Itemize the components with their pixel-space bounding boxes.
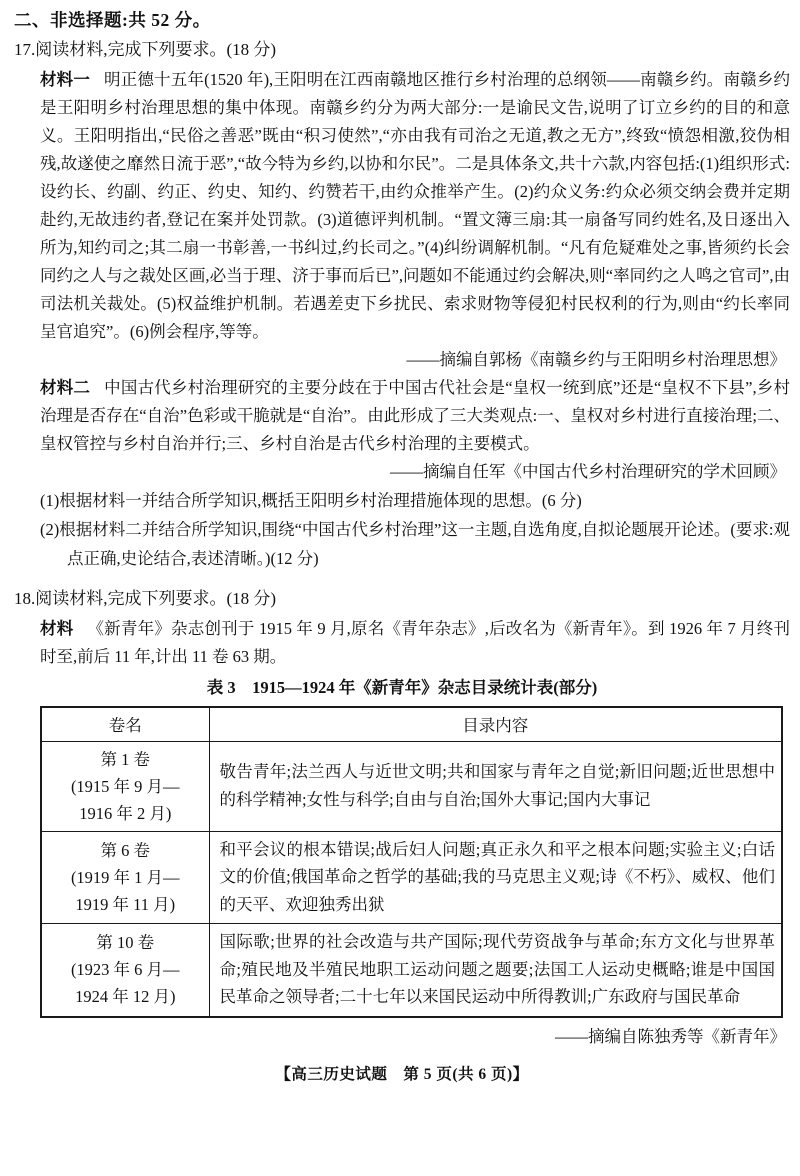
table-row-volume-10: [41, 924, 782, 1017]
volume-cell: [41, 924, 209, 1017]
material-2-label: 材料二: [40, 378, 91, 397]
material-2-source: ——摘编自任军《中国古代乡村治理研究的学术回顾》: [390, 462, 786, 481]
volume-cell: [41, 831, 209, 924]
material-2-paragraph: [40, 374, 790, 458]
newyouth-catalog-table: [40, 706, 783, 1018]
material-18-text: 《新青年》杂志创刊于 1915 年 9 月,原名《青年杂志》,后改名为《新青年》。到 1926 年 7 月终刊时至,前后 11 年,计出 11 卷 63 期。: [40, 619, 791, 666]
volume-name: 第 1 卷: [100, 749, 150, 769]
table-header-content: 目录内容: [209, 707, 782, 741]
section-heading: 二、非选择题:共 52 分。: [14, 10, 211, 30]
material-18-paragraph: [40, 615, 790, 671]
volume-name: 第 10 卷: [96, 933, 155, 953]
question-17-sub2: (2)根据材料二并结合所学知识,围绕“中国古代乡村治理”这一主题,自选角度,自拟论题展开论述。(要求:观点正确,史论结合,表述清晰。)(12 分): [40, 520, 790, 568]
volume-cell: [41, 741, 209, 831]
content-cell: 和平会议的根本错误;战后妇人问题;真正永久和平之根本问题;实验主义;白话文的价值;俄国革命之哲学的基础;我的马克思主义观;诗《不朽》、威权、他们的天平、欢迎独秀出狱: [209, 831, 782, 924]
table-title: 表 3 1915—1924 年《新青年》杂志目录统计表(部分): [206, 678, 598, 697]
page-footer: 【高三历史试题 第 5 页(共 6 页)】: [275, 1065, 529, 1083]
content-cell: 国际歌;世界的社会改造与共产国际;现代劳资战争与革命;东方文化与世界革命;殖民地及半殖民地职工运动问题之题要;法国工人运动史概略;谁是中国国民革命之领导者;二十七年以来国民运动中所得教训;广东政府与国民革命: [209, 924, 782, 1017]
question-17: [14, 36, 790, 573]
material-1-text: 明正德十五年(1520 年),王阳明在江西南赣地区推行乡村治理的总纲领——南赣乡约。南赣乡约是王阳明乡村治理思想的集中体现。南赣乡约分为两大部分:一是谕民文告,说明了订立乡约的目的和意义。王阳明指出,“民俗之善恶”既由“积习使然”,“亦由我有司治之无道,教之无方”,终致“愤怨相激,狡伪相残,故遂使之靡然日流于恶”,“故今特为乡约,以协和尔民”。二是具体条文,共十六款,内容包括:(1)组织形式:设约长、约副、约正、约史、知约、约赞若干,由约众推举产生。(2)约众义务:约众必须交纳会费并定期赴约,无故违约者,登记在案并处罚款。(3)道德评判机制。“置文簿三扇:其一扇备写同约姓名,及日逐出入所为,知约司之;其二扇一书彰善,一书纠过,约长司之。”(4)纠纷调解机制。“凡有危疑难处之事,皆须约长会同约之人与之裁处区画,必当于理、济于事而后已”,问题如不能通过约会解决,则“率同约之人鸣之官司”,由司法机关裁处。(5)权益维护机制。若遇差吏下乡扰民、索求财物等侵犯村民权利的行为,则由“约长率同呈官追究”。(6)例会程序,等等。: [40, 70, 790, 341]
volume-date-end: 1924 年 12 月): [75, 987, 176, 1007]
volume-date-start: (1923 年 6 月—: [70, 960, 180, 980]
question-18: [14, 585, 790, 1050]
table-header-row: [41, 707, 782, 741]
table-row-volume-6: [41, 831, 782, 924]
question-17-heading: 17.阅读材料,完成下列要求。(18 分): [14, 40, 277, 59]
material-1-source: ——摘编自郭杨《南赣乡约与王阳明乡村治理思想》: [406, 350, 786, 369]
table-header-volume: 卷名: [41, 707, 209, 741]
content-cell: 敬告青年;法兰西人与近世文明;共和国家与青年之自觉;新旧问题;近世思想中的科学精神;女性与科学;自由与自治;国外大事记;国内大事记: [209, 741, 782, 831]
question-17-sub1: (1)根据材料一并结合所学知识,概括王阳明乡村治理措施体现的思想。(6 分): [40, 491, 582, 510]
volume-date-start: (1919 年 1 月—: [70, 867, 180, 887]
volume-name: 第 6 卷: [100, 840, 150, 860]
table-row-volume-1: [41, 741, 782, 831]
material-2-text: 中国古代乡村治理研究的主要分歧在于中国古代社会是“皇权一统到底”还是“皇权不下县”,乡村治理是否存在“自治”色彩或干脆就是“自治”。由此形成了三大类观点:一、皇权对乡村进行直接治理;二、皇权管控与乡村自治并行;三、乡村自治是古代乡村治理的主要模式。: [40, 378, 790, 453]
volume-date-end: 1916 年 2 月): [79, 803, 172, 823]
volume-date-end: 1919 年 11 月): [75, 894, 176, 914]
material-1-label: 材料一: [40, 70, 91, 89]
material-18-label: 材料: [40, 619, 74, 638]
material-18-source: ——摘编自陈独秀等《新青年》: [555, 1026, 786, 1046]
volume-date-start: (1915 年 9 月—: [70, 776, 180, 796]
question-18-heading: 18.阅读材料,完成下列要求。(18 分): [14, 589, 277, 608]
material-1-paragraph: [40, 66, 790, 346]
